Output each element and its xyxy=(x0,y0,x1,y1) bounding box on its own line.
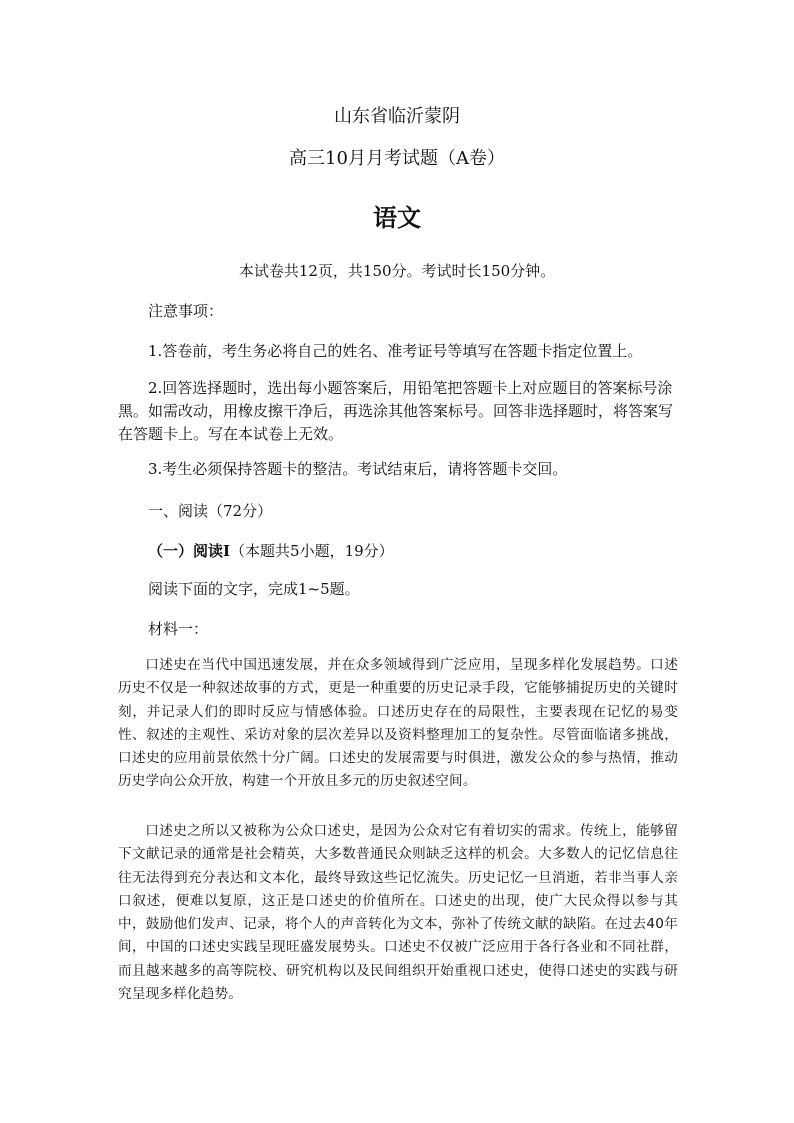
subsection-detail: （本题共5小题，19分） xyxy=(230,542,394,560)
instruction: 阅读下面的文字，完成1~5题。 xyxy=(148,580,360,598)
section-title: 一、阅读（72分） xyxy=(148,502,273,520)
exam-title: 高三10月月考试题（A卷） xyxy=(289,148,505,169)
school-title: 山东省临沂蒙阴 xyxy=(334,106,460,127)
subsection-label: （一）阅读Ⅰ xyxy=(148,542,231,560)
exam-info: 本试卷共12页，共150分。考试时长150分钟。 xyxy=(238,262,556,280)
note-item-3: 3.考生必须保持答题卡的整洁。考试结束后，请将答题卡交回。 xyxy=(148,460,568,478)
subject-title: 语文 xyxy=(373,203,421,232)
note-item-1: 1.答卷前，考生务必将自己的姓名、准考证号等填写在答题卡指定位置上。 xyxy=(148,342,643,360)
material-label: 材料一： xyxy=(148,620,209,638)
note-item-2: 2.回答选择题时，选出每小题答案后，用铅笔把答题卡上对应题目的答案标号涂黑。如需改动，用橡皮擦干净后，再选涂其他答案标号。回答非选择题时，将答案写在答题卡上。写在本试卷上无效。 xyxy=(118,379,674,443)
passage-paragraph-2: 口述史之所以又被称为公众口述史，是因为公众对它有着切实的需求。传统上，能够留下文献记录的通常是社会精英，大多数普通民众则缺乏这样的机会。大多数人的记忆信息往往无法得到充分表达和文本化，最终导致这些记忆流失。历史记忆一旦消逝，若非当事人亲口叙述，便难以复原，这正是口述史的价值所在。口述史的出现，使广大民众得以参与其中，鼓励他们发声、记录，将个人的声音转化为文本，弥补了传统文献的缺陷。在过去40年间，中国的口述史实践呈现旺盛发展势头。口述史不仅被广泛应用于各行各业和不同社群，而且越来越多的高等院校、研究机构以及民间组织开始重视口述史，使得口述史的实践与研究呈现多样化趋势。 xyxy=(118,823,678,1003)
passage-paragraph-1: 口述史在当代中国迅速发展，并在众多领域得到广泛应用，呈现多样化发展趋势。口述历史不仅是一种叙述故事的方式，更是一种重要的历史记录手段，它能够捕捉历史的关键时刻，并记录人们的即时反应与情感体验。口述历史存在的局限性，主要表现在记忆的易变性、叙述的主观性、采访对象的层次差异以及资料整理加工的复杂性。尽管面临诸多挑战，口述史的应用前景依然十分广阔。口述史的发展需要与时俱进，激发公众的参与热情，推动历史学向公众开放，构建一个开放且多元的历史叙述空间。 xyxy=(118,657,678,790)
subsection-heading xyxy=(148,540,394,562)
notes-title: 注意事项： xyxy=(148,302,224,320)
